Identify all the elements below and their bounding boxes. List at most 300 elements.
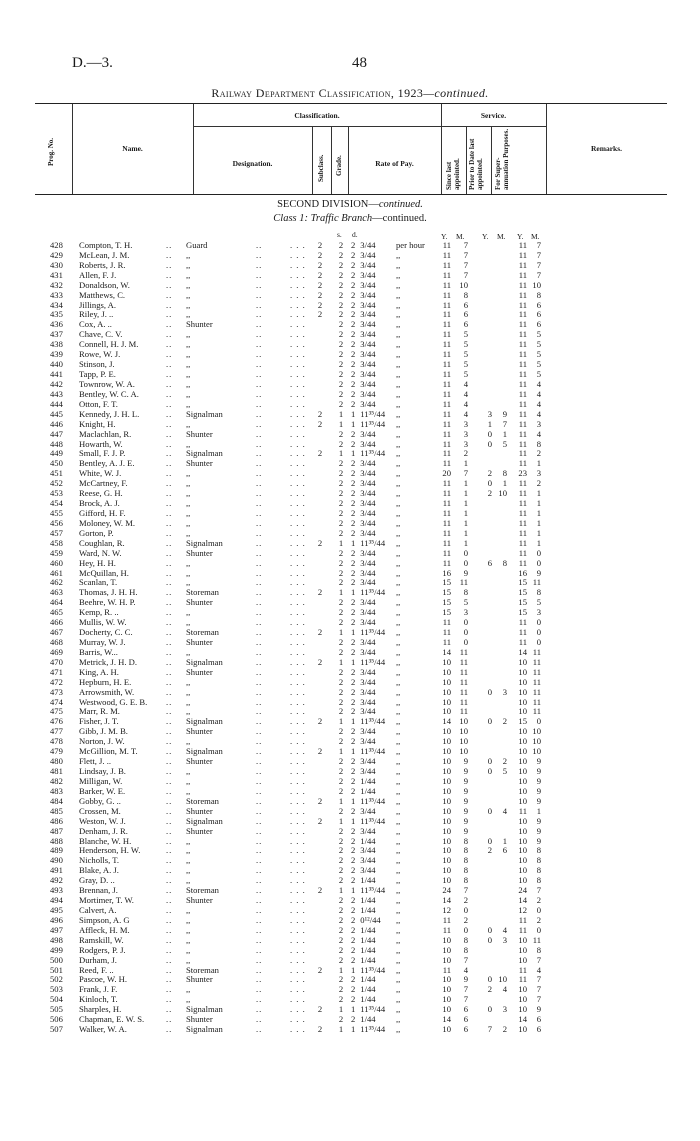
cell-rate (351, 280, 376, 290)
cell-name: Weston, W. J. (79, 815, 126, 826)
cell-super-months: 7 (536, 885, 541, 896)
cell-rate-unit: ,, (396, 319, 401, 330)
cell-rate-unit: ,, (396, 249, 401, 260)
cell-prog-no: 446 (50, 418, 63, 429)
cell-name: Lindsay, J. B. (79, 766, 126, 777)
cell-grade: 2 (338, 756, 344, 767)
cell-designation: ,, (186, 865, 191, 876)
cell-super-years: 10 (518, 756, 527, 767)
cell-super-months: 6 (536, 319, 541, 330)
cell-since-months: 11 (459, 666, 468, 677)
cell-super-years: 11 (518, 269, 527, 280)
cell-prior-months: 2 (502, 716, 507, 727)
rate-pence: 11³⁵/44 (360, 587, 386, 598)
cell-prior-years: 0 (487, 686, 492, 697)
cell-super-years: 10 (518, 994, 527, 1005)
rate-shillings: 1 (351, 964, 356, 975)
cell-super-months: 0 (536, 547, 541, 558)
leader-dots: . . . (290, 676, 306, 687)
cell-super-months: 2 (536, 448, 541, 459)
cell-designation: ,, (186, 617, 191, 628)
rate-shillings: 2 (351, 428, 356, 439)
leader-dots: .. (256, 378, 263, 389)
cell-rate (351, 319, 376, 329)
cell-designation: ,, (186, 527, 191, 538)
rate-shillings: 2 (351, 994, 356, 1005)
cell-prog-no: 489 (50, 845, 63, 856)
cell-grade: 2 (338, 458, 344, 469)
cell-prog-no: 437 (50, 329, 63, 340)
rate-pence: 3/44 (360, 865, 376, 876)
cell-grade: 2 (338, 726, 344, 737)
cell-name: Henderson, H. W. (79, 845, 141, 856)
cell-prog-no: 450 (50, 458, 63, 469)
cell-grade: 2 (338, 775, 344, 786)
cell-since-months: 1 (463, 498, 468, 509)
cell-grade: 2 (338, 686, 344, 697)
cell-designation: Signalman (186, 537, 223, 548)
cell-name: Moloney, W. M. (79, 517, 136, 528)
cell-since-years: 10 (442, 706, 451, 717)
rate-pence: 3/44 (360, 339, 376, 350)
table-row (0, 548, 700, 558)
rate-pence: 3/44 (360, 736, 376, 747)
rate-pence: 3/44 (360, 517, 376, 528)
cell-since-years: 11 (442, 329, 451, 340)
leader-dots: . . . (290, 398, 306, 409)
cell-rate (351, 945, 376, 955)
leader-dots: . . . (290, 488, 306, 499)
cell-super-months: 8 (536, 587, 541, 598)
header-grade: Grade. (335, 155, 343, 176)
leader-dots: .. (166, 507, 173, 518)
cell-since-years: 11 (442, 359, 451, 370)
table-row (0, 389, 700, 399)
cell-rate-unit: ,, (396, 785, 401, 796)
cell-rate (351, 965, 385, 975)
cell-since-years: 10 (442, 785, 451, 796)
leader-dots: .. (166, 815, 173, 826)
rate-pence: 1/44 (360, 984, 376, 995)
rate-pence: 3/44 (360, 438, 376, 449)
table-row (0, 855, 700, 865)
rate-pence: 3/44 (360, 398, 376, 409)
cell-since-years: 10 (442, 1024, 451, 1035)
cell-super-months: 5 (536, 349, 541, 360)
cell-grade: 2 (338, 865, 344, 876)
cell-grade: 2 (338, 666, 344, 677)
leader-dots: . . . (290, 309, 306, 320)
leader-dots: . . . (290, 666, 306, 677)
cell-prog-no: 487 (50, 825, 63, 836)
cell-prior-months: 5 (502, 766, 507, 777)
rate-pence: 11³⁵/44 (360, 746, 386, 757)
cell-name: Kinloch, T. (79, 994, 118, 1005)
cell-rate-unit: ,, (396, 646, 401, 657)
table-row (0, 518, 700, 528)
leader-dots: .. (256, 964, 263, 975)
cell-super-years: 10 (518, 746, 527, 757)
leader-dots: . . . (290, 349, 306, 360)
cell-super-years: 11 (518, 259, 527, 270)
leader-dots: .. (256, 785, 263, 796)
cell-rate (351, 597, 376, 607)
cell-prog-no: 464 (50, 597, 63, 608)
cell-rate-unit: ,, (396, 398, 401, 409)
cell-designation: Signalman (186, 448, 223, 459)
rate-shillings: 2 (351, 597, 356, 608)
cell-since-months: 1 (463, 517, 468, 528)
cell-since-months: 8 (463, 835, 468, 846)
cell-designation: Signalman (186, 656, 223, 667)
cell-prior-years: 0 (487, 924, 492, 935)
cell-prior-months: 3 (502, 686, 507, 697)
cell-prior-years: 0 (487, 835, 492, 846)
leader-dots: . . . (290, 617, 306, 628)
cell-designation: ,, (186, 994, 191, 1005)
cell-rate-unit: ,, (396, 825, 401, 836)
leader-dots: .. (256, 974, 263, 985)
cell-name: Jillings, A. (79, 299, 117, 310)
leader-dots: .. (256, 736, 263, 747)
table-row (0, 409, 700, 419)
leader-dots: .. (166, 726, 173, 737)
leader-dots: .. (166, 706, 173, 717)
cell-designation: Shunter (186, 666, 213, 677)
cell-rate (351, 716, 385, 726)
cell-super-months: 6 (536, 299, 541, 310)
table-row (0, 379, 700, 389)
rate-pence: 1/44 (360, 1014, 376, 1025)
cell-grade: 2 (338, 249, 344, 260)
cell-rate (351, 369, 376, 379)
leader-dots: . . . (290, 577, 306, 588)
cell-grade: 2 (338, 378, 344, 389)
cell-rate (351, 419, 385, 429)
section-division-label: SECOND DIVISION— (277, 199, 379, 210)
leader-dots: .. (256, 934, 263, 945)
table-row (0, 439, 700, 449)
cell-super-months: 7 (536, 954, 541, 965)
cell-super-years: 11 (518, 617, 527, 628)
unit-head-y1: Y. (441, 232, 448, 241)
cell-since-years: 14 (442, 646, 451, 657)
cell-super-months: 2 (536, 895, 541, 906)
cell-name: Connell, H. J. M. (79, 339, 139, 350)
cell-name: Calvert, A. (79, 904, 117, 915)
cell-rate-unit: ,, (396, 964, 401, 975)
cell-since-years: 11 (442, 448, 451, 459)
leader-dots: .. (256, 904, 263, 915)
cell-prog-no: 491 (50, 865, 63, 876)
cell-prior-months: 1 (502, 478, 507, 489)
cell-since-years: 11 (442, 408, 451, 419)
cell-rate-unit: ,, (396, 349, 401, 360)
cell-since-months: 0 (463, 547, 468, 558)
cell-prior-years: 2 (487, 984, 492, 995)
section-division-continued: continued. (378, 199, 423, 210)
leader-dots: .. (256, 309, 263, 320)
leader-dots: .. (256, 686, 263, 697)
rate-shillings: 2 (351, 696, 356, 707)
cell-name: Riley, J. .. (79, 309, 114, 320)
leader-dots: .. (256, 746, 263, 757)
cell-super-months: 0 (536, 627, 541, 638)
cell-super-years: 10 (518, 785, 527, 796)
cell-designation: ,, (186, 438, 191, 449)
leader-dots: .. (256, 835, 263, 846)
cell-prog-no: 501 (50, 964, 63, 975)
table-row (0, 945, 700, 955)
leader-dots: .. (256, 696, 263, 707)
leader-dots: .. (256, 627, 263, 638)
leader-dots: .. (256, 865, 263, 876)
cell-rate-unit: ,, (396, 468, 401, 479)
cell-rate-unit: ,, (396, 885, 401, 896)
cell-rate (351, 458, 376, 468)
rate-shillings: 2 (351, 369, 356, 380)
cell-name: Barris, W... (79, 646, 118, 657)
table-row (0, 974, 700, 984)
leader-dots: .. (256, 428, 263, 439)
cell-rate-unit: ,, (396, 944, 401, 955)
leader-dots: . . . (290, 537, 306, 548)
unit-head-m3: M. (531, 232, 540, 241)
cell-since-years: 11 (442, 249, 451, 260)
leader-dots: .. (256, 329, 263, 340)
leader-dots: .. (166, 1014, 173, 1025)
cell-designation: ,, (186, 706, 191, 717)
rate-shillings: 2 (351, 339, 356, 350)
cell-designation: ,, (186, 329, 191, 340)
rate-shillings: 2 (351, 468, 356, 479)
leader-dots: .. (256, 279, 263, 290)
cell-prog-no: 430 (50, 259, 63, 270)
cell-prog-no: 504 (50, 994, 63, 1005)
leader-dots: .. (256, 845, 263, 856)
cell-since-months: 5 (463, 339, 468, 350)
table-row (0, 587, 700, 597)
leader-dots: .. (256, 259, 263, 270)
cell-since-months: 2 (463, 914, 468, 925)
cell-super-years: 11 (518, 329, 527, 340)
cell-super-months: 8 (536, 855, 541, 866)
leader-dots: .. (166, 785, 173, 796)
rate-shillings: 2 (351, 289, 356, 300)
leader-dots: .. (166, 795, 173, 806)
cell-grade: 2 (338, 924, 344, 935)
cell-designation: ,, (186, 785, 191, 796)
cell-super-years: 11 (518, 428, 527, 439)
cell-super-years: 14 (518, 895, 527, 906)
leader-dots: .. (256, 547, 263, 558)
leader-dots: .. (166, 895, 173, 906)
cell-rate-unit: ,, (396, 557, 401, 568)
leader-dots: .. (256, 795, 263, 806)
cell-since-years: 10 (442, 736, 451, 747)
cell-since-months: 8 (463, 944, 468, 955)
cell-super-months: 3 (536, 418, 541, 429)
cell-prog-no: 484 (50, 795, 63, 806)
cell-super-years: 24 (518, 885, 527, 896)
rate-shillings: 1 (351, 1004, 356, 1015)
cell-rate (351, 538, 385, 548)
cell-designation: Shunter (186, 547, 213, 558)
cell-prog-no: 507 (50, 1024, 63, 1035)
cell-super-months: 4 (536, 378, 541, 389)
cell-super-years: 10 (518, 845, 527, 856)
cell-rate (351, 776, 376, 786)
table-row (0, 577, 700, 587)
cell-super-years: 23 (518, 468, 527, 479)
cell-grade: 2 (338, 914, 344, 925)
cell-prior-years: 2 (487, 845, 492, 856)
cell-designation: Signalman (186, 408, 223, 419)
leader-dots: .. (166, 617, 173, 628)
cell-super-months: 4 (536, 408, 541, 419)
cell-subclass: 2 (317, 408, 323, 419)
leader-dots: . . . (290, 408, 306, 419)
cell-super-years: 10 (518, 855, 527, 866)
cell-rate-unit: ,, (396, 428, 401, 439)
cell-super-months: 6 (536, 1024, 541, 1035)
cell-super-months: 0 (536, 904, 541, 915)
cell-name: Hepburn, H. E. (79, 676, 132, 687)
cell-grade: 2 (338, 488, 344, 499)
cell-super-years: 10 (518, 676, 527, 687)
cell-super-years: 10 (518, 656, 527, 667)
rate-shillings: 2 (351, 607, 356, 618)
cell-rate-unit: ,, (396, 805, 401, 816)
cell-designation: Shunter (186, 637, 213, 647)
cell-super-months: 9 (536, 567, 541, 578)
cell-super-months: 8 (536, 875, 541, 886)
cell-super-months: 9 (536, 825, 541, 836)
leader-dots: . . . (290, 785, 306, 796)
rate-pence: 3/44 (360, 597, 376, 608)
cell-name: Allen, F. J. (79, 269, 117, 280)
cell-since-years: 11 (442, 637, 451, 647)
leader-dots: .. (166, 537, 173, 548)
cell-rate (351, 359, 376, 369)
cell-since-years: 11 (442, 349, 451, 360)
rate-pence: 3/44 (360, 388, 376, 399)
cell-super-years: 15 (518, 597, 527, 608)
leader-dots: .. (166, 547, 173, 558)
table-row (0, 558, 700, 568)
cell-prior-years: 3 (487, 408, 492, 419)
leader-dots: .. (166, 825, 173, 836)
leader-dots: .. (256, 339, 263, 350)
cell-super-months: 11 (532, 656, 541, 667)
leader-dots: .. (256, 676, 263, 687)
leader-dots: .. (166, 567, 173, 578)
table-row (0, 488, 700, 498)
rate-shillings: 2 (351, 240, 356, 250)
cell-name: Mortimer, T. W. (79, 895, 134, 906)
cell-since-months: 11 (459, 577, 468, 588)
rate-shillings: 1 (351, 1024, 356, 1035)
cell-name: Gray, D. .. (79, 875, 115, 886)
rate-shillings: 1 (351, 656, 356, 667)
cell-since-months: 3 (463, 418, 468, 429)
cell-grade: 2 (338, 954, 344, 965)
rate-shillings: 1 (351, 885, 356, 896)
rate-pence: 3/44 (360, 607, 376, 618)
leader-dots: .. (166, 240, 173, 250)
leader-dots: .. (256, 766, 263, 777)
cell-prior-years: 0 (487, 756, 492, 767)
table-row (0, 300, 700, 310)
leader-dots: .. (256, 944, 263, 955)
cell-since-years: 14 (442, 895, 451, 906)
cell-since-years: 10 (442, 676, 451, 687)
leader-dots: .. (166, 756, 173, 767)
cell-rate-unit: ,, (396, 775, 401, 786)
cell-designation: Signalman (186, 1024, 223, 1035)
cell-designation: Signalman (186, 1004, 223, 1015)
cell-name: Docherty, C. C. (79, 627, 133, 638)
cell-rate-unit: ,, (396, 914, 401, 925)
cell-designation: Shunter (186, 597, 213, 608)
cell-rate (351, 627, 385, 637)
leader-dots: .. (166, 924, 173, 935)
cell-super-years: 11 (518, 299, 527, 310)
cell-prog-no: 465 (50, 607, 63, 618)
cell-since-years: 10 (442, 815, 451, 826)
cell-designation: ,, (186, 855, 191, 866)
unit-head-d: d. (352, 230, 358, 239)
cell-prog-no: 453 (50, 488, 63, 499)
cell-grade: 2 (338, 359, 344, 370)
cell-prior-years: 0 (487, 766, 492, 777)
cell-prior-years: 0 (487, 428, 492, 439)
cell-rate-unit: ,, (396, 924, 401, 935)
cell-name: Milligan, W. (79, 775, 123, 786)
cell-rate-unit: ,, (396, 815, 401, 826)
leader-dots: . . . (290, 875, 306, 886)
cell-designation: Shunter (186, 805, 213, 816)
leader-dots: . . . (290, 656, 306, 667)
cell-prog-no: 449 (50, 448, 63, 459)
cell-super-years: 15 (518, 587, 527, 598)
leader-dots: . . . (290, 924, 306, 935)
cell-name: Cox, A. .. (79, 319, 112, 330)
cell-designation: ,, (186, 299, 191, 310)
leader-dots: .. (166, 418, 173, 429)
cell-super-months: 9 (536, 815, 541, 826)
cell-name: Compton, T. H. (79, 240, 133, 250)
rate-shillings: 2 (351, 756, 356, 767)
cell-super-months: 9 (536, 1004, 541, 1015)
document-reference: D.—3. (72, 55, 113, 71)
cell-since-months: 0 (463, 627, 468, 638)
cell-since-months: 0 (463, 904, 468, 915)
leader-dots: .. (166, 736, 173, 747)
cell-rate (351, 697, 376, 707)
cell-since-years: 15 (442, 607, 451, 618)
cell-super-years: 11 (518, 517, 527, 528)
cell-prior-months: 3 (502, 1004, 507, 1015)
cell-rate (351, 766, 376, 776)
cell-name: Simpson, A. G (79, 914, 130, 925)
table-row (0, 538, 700, 548)
cell-designation: Shunter (186, 319, 213, 330)
cell-super-years: 12 (518, 904, 527, 915)
leader-dots: .. (166, 994, 173, 1005)
rate-shillings: 2 (351, 766, 356, 777)
rate-pence: 11³⁵/44 (360, 537, 386, 548)
